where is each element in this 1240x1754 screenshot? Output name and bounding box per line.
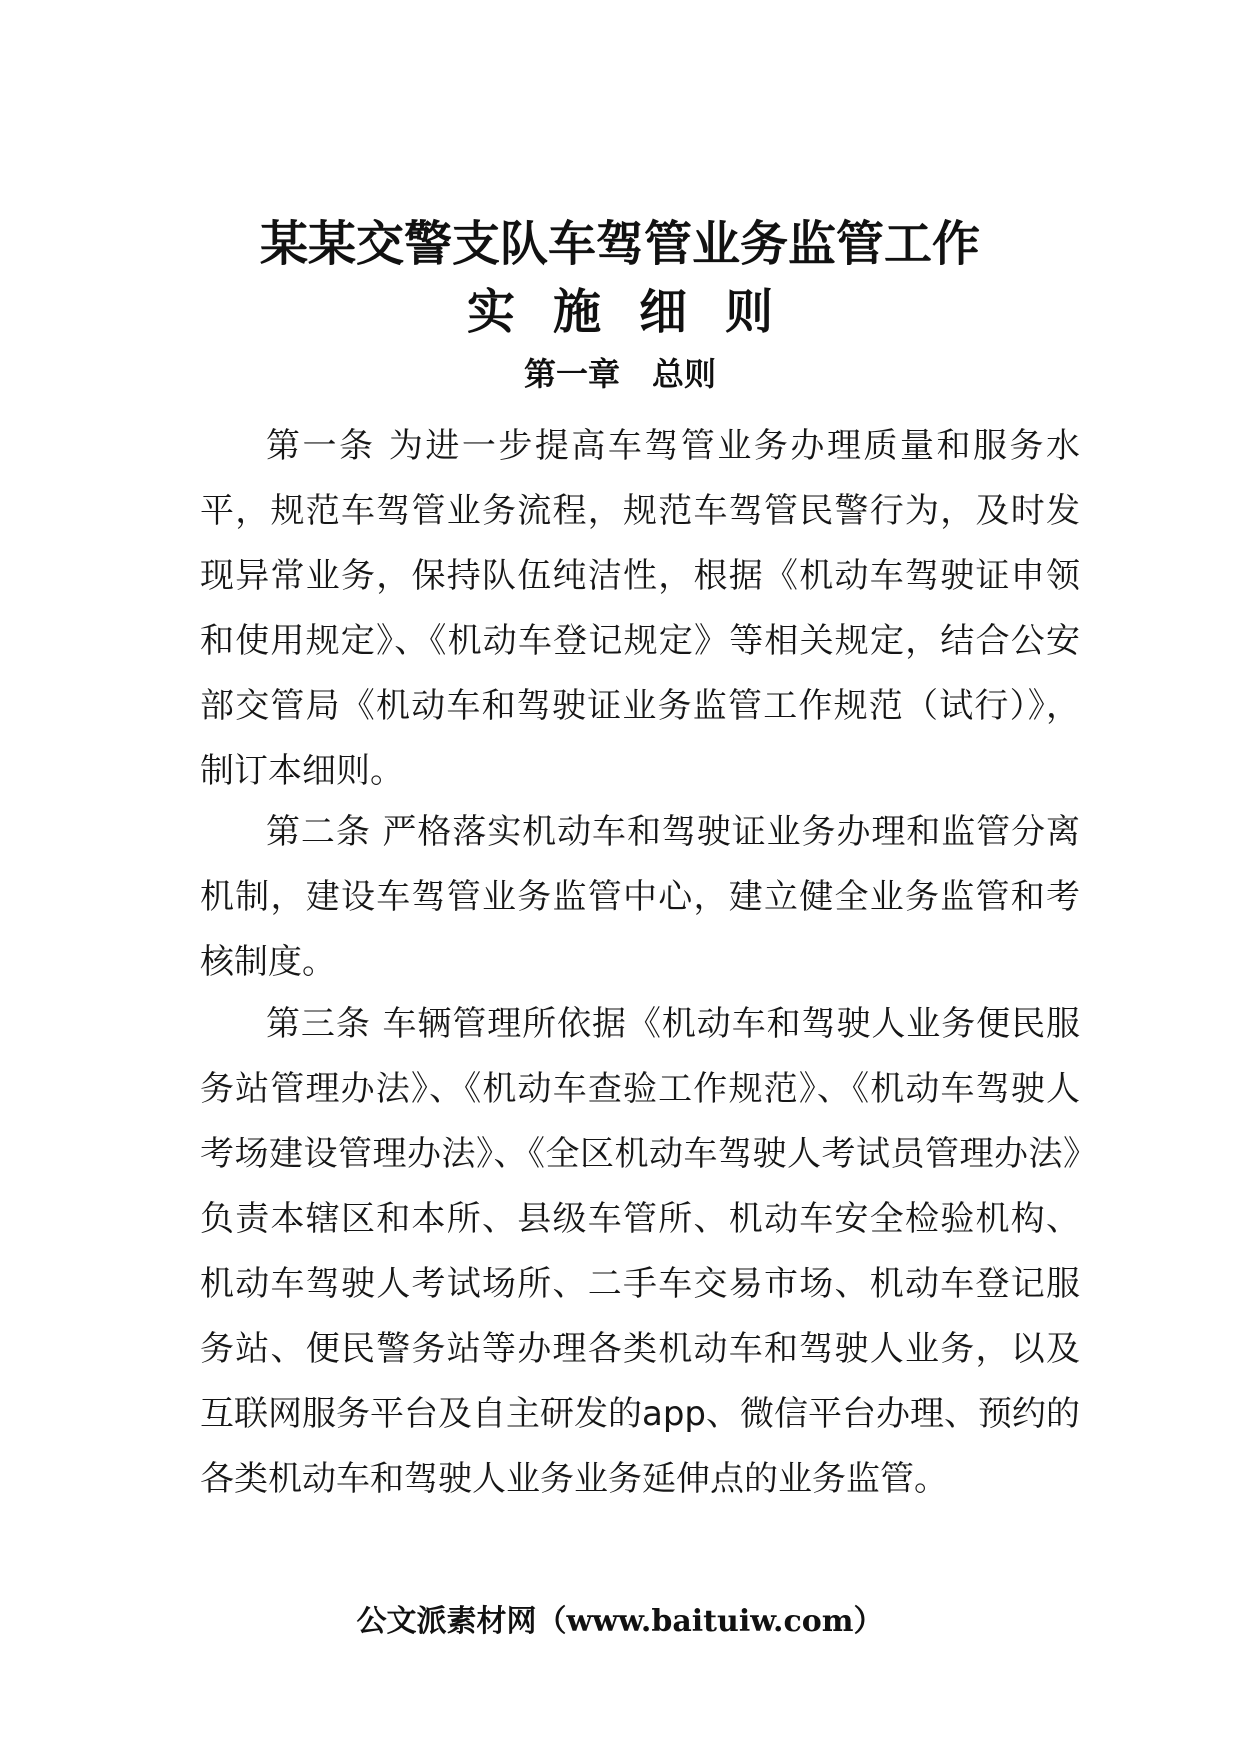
document-title: 某某交警支队车驾管业务监管工作 — [259, 216, 980, 272]
article-3: 第三条 车辆管理所依据《机动车和驾驶人业务便民服务站管理办法》、《机动车查验工作规范》、《机动车驾驶人考场建设管理办法》、《全区机动车驾驶人考试员管理办法》负责本辖区和本所、县级车管所、机动车安全检验机构、机动车驾驶人考试场所、二手车交易市场、机动车登记服务站、便民警务站等办理各类机动车和驾驶人业务，以及互联网服务平台及自主研发的app、微信平台办理、预约的各类机动车和驾驶人业务业务延伸点的业务监管。 — [200, 1004, 1080, 1499]
chapter-heading: 第一章 总则 — [523, 355, 716, 393]
article-2: 第二条 严格落实机动车和驾驶证业务办理和监管分离机制，建设车驾管业务监管中心，建立健全业务监管和考核制度。 — [200, 812, 1080, 982]
document-subtitle: 实施细则 — [466, 284, 811, 340]
footer-watermark: 公文派素材网（www.baituiw.com） — [356, 1604, 884, 1639]
article-1: 第一条 为进一步提高车驾管业务办理质量和服务水平，规范车驾管业务流程，规范车驾管民警行为，及时发现异常业务，保持队伍纯洁性，根据《机动车驾驶证申领和使用规定》、《机动车登记规定》等相关规定，结合公安部交管局《机动车和驾驶证业务监管工作规范（试行）》，制订本细则。 — [200, 426, 1080, 791]
